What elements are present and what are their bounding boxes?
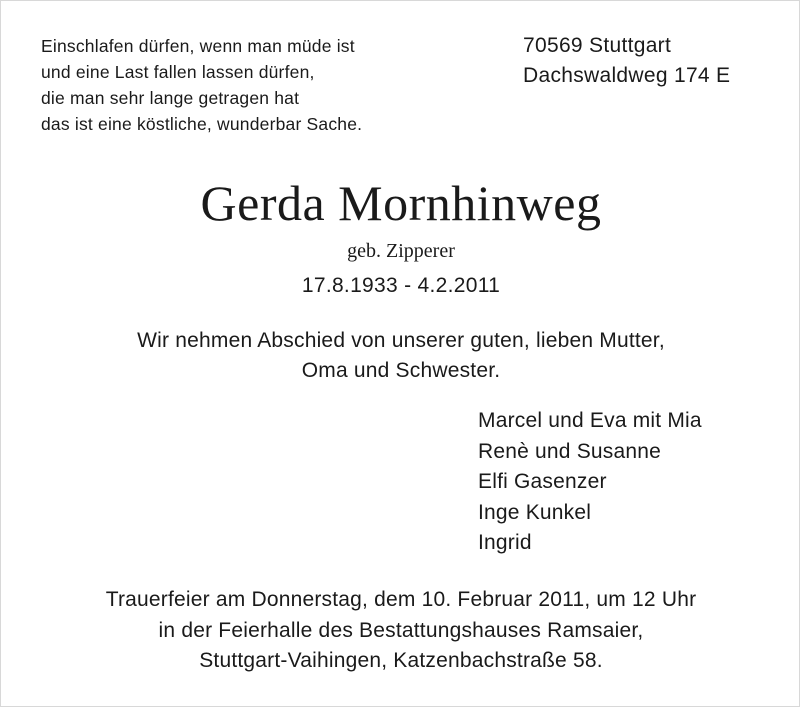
mourner-name: Marcel und Eva mit Mia <box>478 409 702 432</box>
mourner-name: Renè und Susanne <box>478 439 662 463</box>
farewell-text <box>1 326 800 386</box>
mourner-name: Ingrid <box>478 531 532 554</box>
poem-line: das ist eine köstliche, wunderbar Sache. <box>41 114 363 134</box>
farewell-line: Oma und Schwester. <box>301 359 501 382</box>
funeral-service-details <box>1 585 800 677</box>
maiden-name: geb. Zipperer <box>347 240 455 262</box>
deceased-name: Gerda Mornhinweg <box>200 175 602 231</box>
poem-verse <box>41 33 362 137</box>
address-city: 70569 Stuttgart <box>523 34 672 57</box>
life-dates: 17.8.1933 - 4.2.2011 <box>301 274 501 297</box>
poem-line: Einschlafen dürfen, wenn man müde ist <box>41 36 355 56</box>
service-line: Stuttgart-Vaihingen, Katzenbachstraße 58. <box>199 649 603 672</box>
address-street: Dachswaldweg 174 E <box>523 64 731 87</box>
mourner-name: Inge Kunkel <box>478 500 592 524</box>
poem-line: die man sehr lange getragen hat <box>41 88 300 108</box>
poem-line: und eine Last fallen lassen dürfen, <box>41 62 315 82</box>
service-line: in der Feierhalle des Bestattungshauses Ramsaier, <box>158 618 644 642</box>
mourners-list <box>478 406 702 559</box>
farewell-line: Wir nehmen Abschied von unserer guten, lieben Mutter, <box>137 329 665 352</box>
family-address <box>523 31 730 91</box>
mourner-name: Elfi Gasenzer <box>478 470 607 493</box>
service-line: Trauerfeier am Donnerstag, dem 10. Februar 2011, um 12 Uhr <box>105 588 697 611</box>
